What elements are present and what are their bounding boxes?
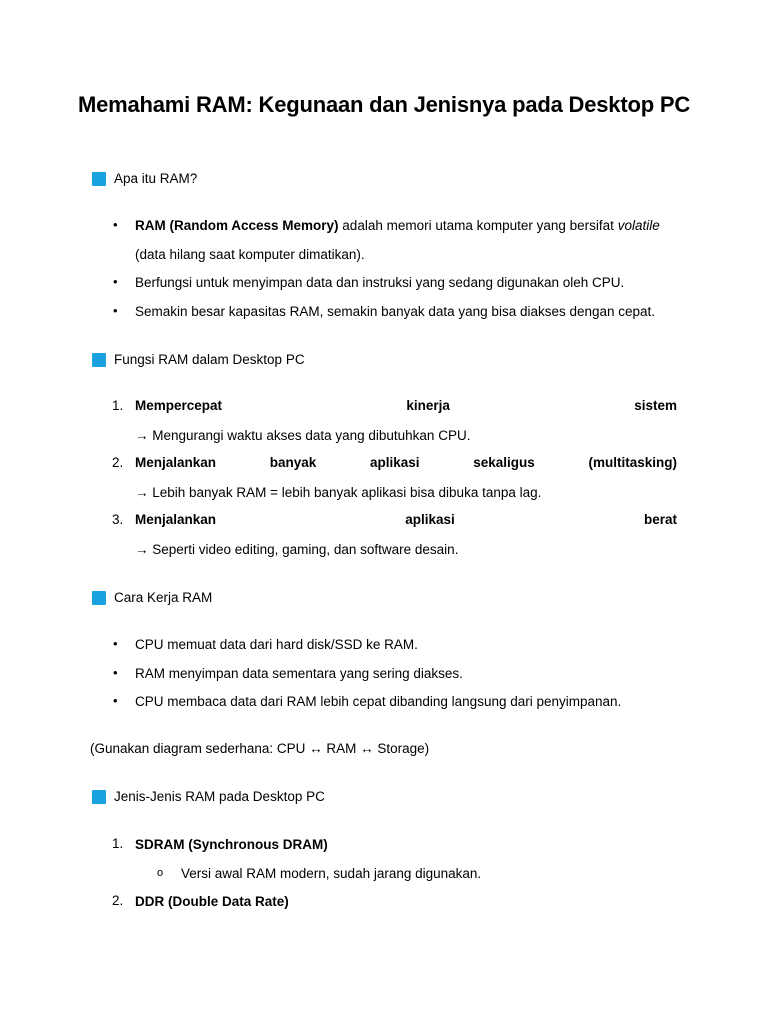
list-number: 3. bbox=[112, 512, 124, 527]
list-item: CPU memuat data dari hard disk/SSD ke RAM. bbox=[135, 637, 418, 652]
word: aplikasi bbox=[405, 512, 455, 527]
word: (multitasking) bbox=[588, 455, 677, 470]
section-heading-cara-kerja bbox=[92, 590, 212, 605]
list-item: Semakin besar kapasitas RAM, semakin banyak data yang bisa diakses dengan cepat. bbox=[135, 304, 656, 319]
section-heading-fungsi-ram bbox=[92, 352, 305, 367]
section-heading-text: Fungsi RAM dalam Desktop PC bbox=[114, 352, 305, 367]
section-heading-apa-itu-ram bbox=[92, 171, 197, 186]
word: sekaligus bbox=[473, 455, 535, 470]
list-number: 2. bbox=[112, 893, 124, 908]
bullet-icon: • bbox=[113, 693, 118, 708]
list-number: 1. bbox=[112, 398, 124, 413]
numbered-item-title bbox=[135, 512, 677, 527]
word: banyak bbox=[269, 455, 317, 470]
blue-square-icon bbox=[92, 172, 106, 186]
circle-bullet-icon: o bbox=[157, 867, 164, 879]
list-item bbox=[135, 217, 660, 235]
page-title: Memahami RAM: Kegunaan dan Jenisnya pada Desktop PC bbox=[77, 92, 691, 117]
section-heading-text: Cara Kerja RAM bbox=[114, 590, 213, 605]
blue-square-icon bbox=[92, 353, 106, 367]
word: kinerja bbox=[406, 398, 450, 413]
numbered-item-desc: → Mengurangi waktu akses data yang dibutuhkan CPU. bbox=[135, 428, 471, 443]
word: Menjalankan bbox=[135, 512, 217, 527]
word: Menjalankan bbox=[135, 455, 217, 470]
numbered-item-desc: → Seperti video editing, gaming, dan software desain. bbox=[135, 542, 459, 557]
term-ram: RAM (Random Access Memory) bbox=[135, 218, 339, 233]
list-number: 1. bbox=[112, 836, 124, 851]
list-item: RAM menyimpan data sementara yang sering diakses. bbox=[135, 666, 463, 681]
numbered-item-desc: → Lebih banyak RAM = lebih banyak aplikasi bisa dibuka tanpa lag. bbox=[135, 485, 542, 500]
list-item: CPU membaca data dari RAM lebih cepat dibanding langsung dari penyimpanan. bbox=[135, 694, 622, 709]
bullet-icon: • bbox=[113, 217, 118, 232]
section-heading-text: Jenis-Jenis RAM pada Desktop PC bbox=[114, 789, 325, 804]
blue-square-icon bbox=[92, 790, 106, 804]
blue-square-icon bbox=[92, 591, 106, 605]
sub-list-item: Versi awal RAM modern, sudah jarang digunakan. bbox=[181, 866, 482, 881]
numbered-item-title: DDR (Double Data Rate) bbox=[135, 894, 289, 909]
word: aplikasi bbox=[369, 455, 420, 470]
bullet-icon: • bbox=[113, 303, 118, 318]
term-volatile: volatile bbox=[617, 218, 660, 233]
word: Mempercepat bbox=[135, 398, 223, 413]
diagram-note: (Gunakan diagram sederhana: CPU ↔ RAM ↔ Storage) bbox=[90, 741, 430, 756]
list-item: Berfungsi untuk menyimpan data dan instruksi yang sedang digunakan oleh CPU. bbox=[135, 275, 625, 290]
bullet-icon: • bbox=[113, 636, 118, 651]
list-item-continuation: (data hilang saat komputer dimatikan). bbox=[135, 247, 365, 262]
section-heading-text: Apa itu RAM? bbox=[114, 171, 198, 186]
bullet-icon: • bbox=[113, 274, 118, 289]
bullet-icon: • bbox=[113, 665, 118, 680]
numbered-item-title bbox=[135, 455, 677, 470]
list-item-text: adalah memori utama komputer yang bersifat bbox=[338, 218, 618, 233]
section-heading-jenis-ram bbox=[92, 789, 325, 804]
word: sistem bbox=[634, 398, 677, 413]
numbered-item-title bbox=[135, 398, 677, 413]
numbered-item-title: SDRAM (Synchronous DRAM) bbox=[135, 837, 328, 852]
word: berat bbox=[643, 512, 677, 527]
list-number: 2. bbox=[112, 455, 124, 470]
